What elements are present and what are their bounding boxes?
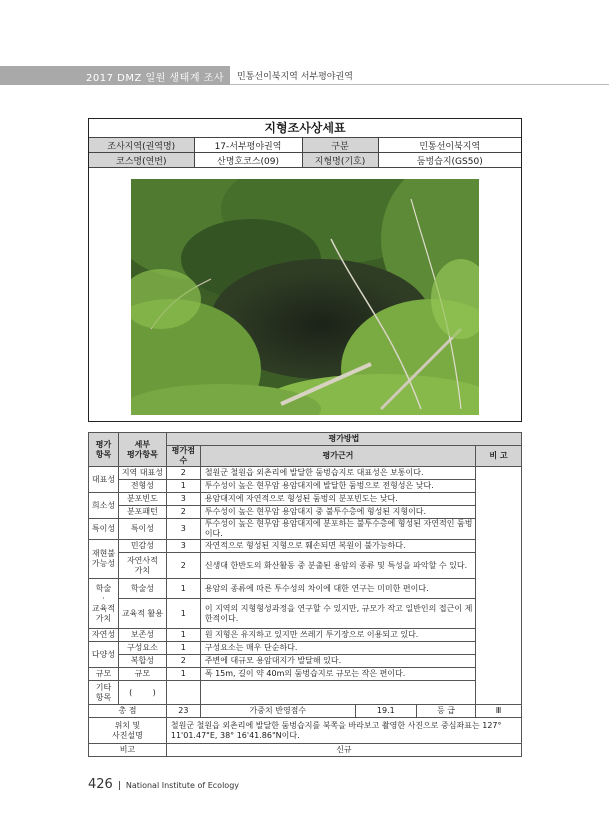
eval-basis: 자연적으로 형성된 지형으로 훼손되면 복원이 불가능하다.	[200, 540, 475, 553]
info-label: 구분	[302, 138, 378, 153]
info-row	[89, 138, 521, 153]
note-label: 비고	[89, 744, 167, 757]
info-value: 둠벙습지(GS50)	[378, 153, 521, 168]
eval-group: 자연성	[89, 629, 119, 642]
eval-score: 3	[166, 493, 200, 506]
eval-sub: 분포빈도	[118, 493, 166, 506]
footer-divider	[119, 781, 120, 790]
eval-basis: 투수성이 높은 현무암 용암대지에 발달한 둠벙으로 전형성은 낮다.	[200, 480, 475, 493]
info-label: 지형명(기호)	[302, 153, 378, 168]
eval-group: 대표성	[89, 467, 119, 493]
eval-basis: 신생대 한반도의 화산활동 중 분출된 용암의 종류 및 특성을 파악할 수 있다.	[200, 553, 475, 579]
eval-sub: 구성요소	[118, 642, 166, 655]
location-text: 철원군 철원읍 외촌리에 발달한 둠벙습지를 북쪽을 바라보고 촬영한 사진으로 중심좌표는 127° 11'01.47"E, 38° 16'41.86"N이다.	[166, 718, 521, 744]
survey-title: 지형조사상세표	[89, 119, 521, 138]
survey-detail-box	[88, 118, 522, 422]
eval-score	[166, 681, 200, 705]
eval-basis: 용암의 종류에 따른 투수성의 차이에 대한 연구는 미미한 편이다.	[200, 579, 475, 599]
eval-score: 2	[166, 655, 200, 668]
eval-row	[89, 655, 522, 668]
eval-item-header: 평가 항목	[89, 433, 119, 467]
eval-sub: 전형성	[118, 480, 166, 493]
eval-row	[89, 467, 522, 480]
eval-row	[89, 506, 522, 519]
eval-score: 2	[166, 553, 200, 579]
eval-basis: 주변에 대규모 용암대지가 발달해 있다.	[200, 655, 475, 668]
eval-basis: 원 지형은 유지하고 있지만 쓰레기 투기장으로 이용되고 있다.	[200, 629, 475, 642]
eval-basis: 용암대지에 자연적으로 형성된 둠벙의 분포빈도는 낮다.	[200, 493, 475, 506]
eval-basis: 철원군 철원읍 외촌리에 발달한 둠벙습지로 대표성은 보통이다.	[200, 467, 475, 480]
header-region: 민통선이북지역 서부평야권역	[237, 72, 353, 82]
eval-row	[89, 480, 522, 493]
eval-note-header: 비 고	[476, 446, 522, 467]
survey-info-table	[89, 137, 521, 168]
eval-score: 1	[166, 642, 200, 655]
evaluation-table	[88, 432, 522, 757]
eval-group: 재현불 가능성	[89, 540, 119, 579]
header-series-title: 2017 DMZ 일원 생태계 조사	[86, 73, 224, 84]
eval-sub: 민감성	[118, 540, 166, 553]
eval-group: 특이성	[89, 519, 119, 540]
info-value: 산명호코스(09)	[194, 153, 302, 168]
eval-sub: 규모	[118, 668, 166, 681]
eval-basis: 구성요소는 매우 단순하다.	[200, 642, 475, 655]
eval-group: 기타 항목	[89, 681, 119, 705]
eval-sub: 복합성	[118, 655, 166, 668]
footer-organization: National Institute of Ecology	[125, 781, 240, 790]
eval-row	[89, 668, 522, 681]
eval-score: 2	[166, 467, 200, 480]
eval-row	[89, 519, 522, 540]
eval-sub: 특이성	[118, 519, 166, 540]
eval-basis: 투수성이 높은 현무암 용암대지에 분포하는 불투수층에 형성된 자연적인 둠벙이다.	[200, 519, 475, 540]
eval-group: 다양성	[89, 642, 119, 668]
eval-score: 1	[166, 599, 200, 629]
eval-row	[89, 642, 522, 655]
location-row	[89, 718, 522, 744]
eval-basis: 폭 15m, 길이 약 40m의 둠벙습지로 규모는 작은 편이다.	[200, 668, 475, 681]
eval-group: 규모	[89, 668, 119, 681]
eval-score: 2	[166, 506, 200, 519]
eval-row	[89, 493, 522, 506]
location-label: 위치 및 사진설명	[89, 718, 167, 744]
total-score: 23	[166, 705, 200, 718]
total-label: 총 점	[89, 705, 167, 718]
wetland-photo-illustration	[131, 179, 479, 415]
eval-sub: ( )	[118, 681, 166, 705]
info-label: 코스명(연번)	[89, 153, 194, 168]
eval-basis: 이 지역의 지형형성과정을 연구할 수 있지만, 규모가 작고 일반인의 접근이 제한적이다.	[200, 599, 475, 629]
info-label: 조사지역(권역명)	[89, 138, 194, 153]
eval-row	[89, 599, 522, 629]
note-row	[89, 744, 522, 757]
eval-score: 1	[166, 480, 200, 493]
eval-sub-header: 세부 평가항목	[118, 433, 166, 467]
eval-score: 1	[166, 668, 200, 681]
grade-label: 등 급	[436, 706, 455, 715]
eval-group: 학술 · 교육적 가치	[89, 579, 119, 629]
eval-sub: 분포패턴	[118, 506, 166, 519]
eval-method-header: 평가방법	[166, 433, 521, 446]
eval-score: 3	[166, 540, 200, 553]
info-row	[89, 153, 521, 168]
eval-note-cell	[476, 467, 522, 705]
page-footer	[88, 777, 239, 792]
running-header	[0, 66, 609, 85]
page-number: 426	[88, 777, 113, 792]
eval-sub: 자연사적 가치	[118, 553, 166, 579]
eval-row	[89, 553, 522, 579]
eval-basis-header: 평가근거	[200, 446, 475, 467]
weighted-score: 19.1	[355, 705, 416, 717]
eval-row	[89, 540, 522, 553]
eval-basis: 투수성이 높은 현무암 용암대지 중 불투수층에 형성된 지형이다.	[200, 506, 475, 519]
total-row	[89, 705, 522, 718]
eval-basis	[200, 681, 475, 705]
header-series-tab	[0, 66, 230, 85]
note-value: 신규	[166, 744, 521, 757]
info-value: 민통선이북지역	[378, 138, 521, 153]
eval-group: 희소성	[89, 493, 119, 519]
info-value: 17-서부평야권역	[194, 138, 302, 153]
eval-score: 3	[166, 519, 200, 540]
weighted-label: 가중치 반영점수	[201, 705, 356, 717]
eval-row	[89, 681, 522, 705]
eval-row	[89, 579, 522, 599]
eval-score-header: 평가점수	[166, 446, 200, 467]
eval-sub: 학술성	[118, 579, 166, 599]
eval-score: 1	[166, 579, 200, 599]
wetland-photo	[131, 179, 479, 415]
eval-score: 1	[166, 629, 200, 642]
grade-value: Ⅲ	[476, 705, 522, 718]
eval-row	[89, 629, 522, 642]
eval-sub: 보존성	[118, 629, 166, 642]
eval-sub: 교육적 활용	[118, 599, 166, 629]
eval-sub: 지역 대표성	[118, 467, 166, 480]
